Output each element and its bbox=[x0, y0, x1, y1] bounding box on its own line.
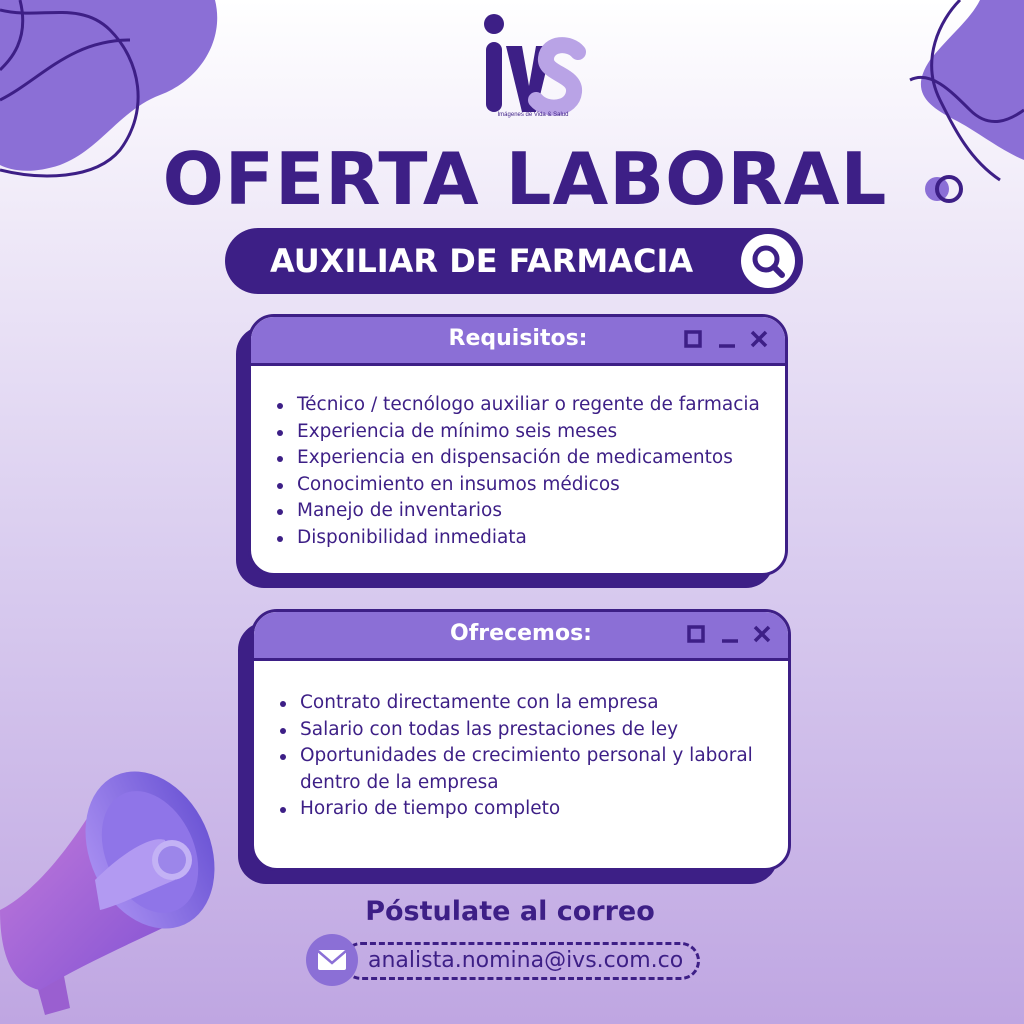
close-icon bbox=[752, 624, 772, 644]
list-item: Horario de tiempo completo bbox=[278, 796, 753, 823]
list-item: Disponibilidad inmediata bbox=[275, 525, 760, 552]
role-label: AUXILIAR DE FARMACIA bbox=[270, 242, 694, 280]
blob-top-right bbox=[900, 0, 1024, 190]
requirements-window bbox=[248, 314, 788, 576]
search-button[interactable] bbox=[741, 234, 795, 288]
offer-list bbox=[278, 690, 753, 823]
ring-decoration bbox=[920, 172, 968, 206]
minimize-icon bbox=[717, 329, 737, 349]
requirements-title: Requisitos: bbox=[448, 326, 588, 351]
offer-window bbox=[251, 609, 791, 871]
list-item-continuation: dentro de la empresa bbox=[300, 771, 499, 793]
list-item: Contrato directamente con la empresa bbox=[278, 690, 753, 717]
mail-button[interactable] bbox=[306, 934, 358, 986]
search-icon bbox=[741, 234, 795, 288]
list-item: Experiencia de mínimo seis meses bbox=[275, 419, 760, 446]
maximize-icon bbox=[686, 624, 706, 644]
requirements-list bbox=[275, 392, 760, 551]
mail-icon bbox=[306, 934, 358, 986]
list-item: Salario con todas las prestaciones de ley bbox=[278, 717, 753, 744]
email-link[interactable]: analista.nomina@ivs.com.co bbox=[368, 948, 684, 973]
list-item: Experiencia en dispensación de medicamentos bbox=[275, 445, 760, 472]
list-item: Técnico / tecnólogo auxiliar o regente de farmacia bbox=[275, 392, 760, 419]
list-item: Oportunidades de crecimiento personal y laboral bbox=[278, 743, 753, 770]
apply-title: Póstulate al correo bbox=[365, 896, 655, 927]
megaphone-icon bbox=[0, 760, 230, 1024]
brand-tagline: Imágenes de Vida & Salud bbox=[497, 112, 569, 118]
page-title: OFERTA LABORAL bbox=[162, 137, 888, 221]
ivs-logo bbox=[470, 12, 590, 122]
offer-title: Ofrecemos: bbox=[450, 621, 592, 646]
close-icon bbox=[749, 329, 769, 349]
list-item: Conocimiento en insumos médicos bbox=[275, 472, 760, 499]
list-item: Manejo de inventarios bbox=[275, 498, 760, 525]
minimize-icon bbox=[720, 624, 740, 644]
maximize-icon bbox=[683, 329, 703, 349]
